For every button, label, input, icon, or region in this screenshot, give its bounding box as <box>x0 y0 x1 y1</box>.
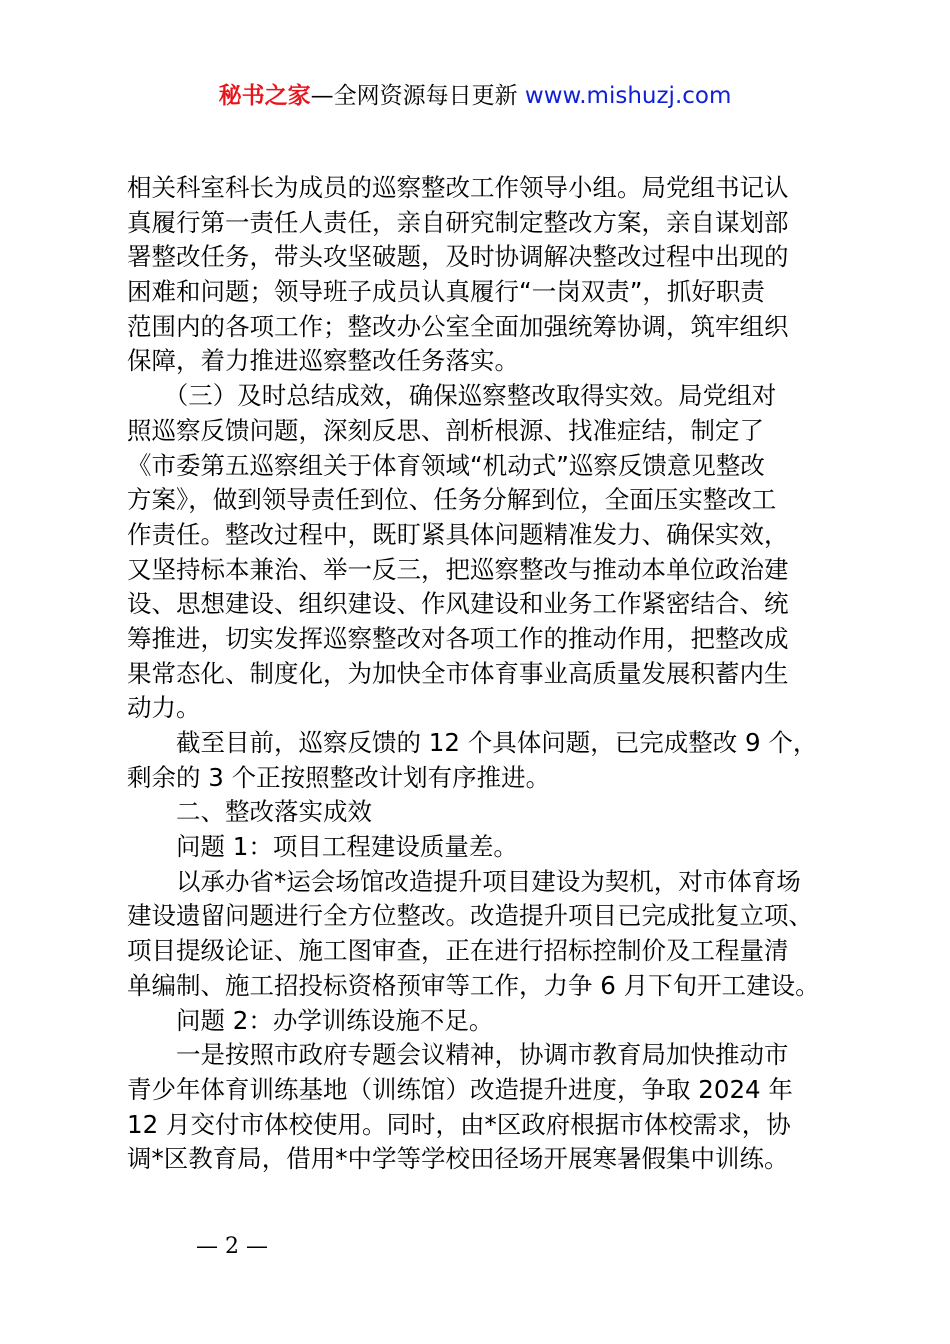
text-line: 单编制、施工招投标资格预审等工作，力争 6 月下旬开工建设。 <box>127 970 820 1000</box>
section-heading-two: 二、整改落实成效 <box>127 797 372 827</box>
text-line: 方案》，做到领导责任到位、任务分解到位，全面压实整改工 <box>127 485 777 515</box>
text-line: 真履行第一责任人责任，亲自研究制定整改方案，亲自谋划部 <box>127 207 789 237</box>
site-brand-name: 秘书之家 <box>218 83 311 109</box>
text-line: 调*区教育局，借用*中学等学校田径场开展寒暑假集中训练。 <box>127 1144 789 1174</box>
text-line: 果常态化、制度化，为加快全市体育事业高质量发展积蓄内生 <box>127 658 789 688</box>
text-line: 青少年体育训练基地（训练馆）改造提升进度，争取 2024 年 <box>127 1074 793 1104</box>
site-banner <box>0 80 950 112</box>
text-line: 以承办省*运会场馆改造提升项目建设为契机，对市体育场 <box>127 866 801 896</box>
text-line: 剩余的 3 个正按照整改计划有序推进。 <box>127 762 551 792</box>
text-line: 设、思想建设、组织建设、作风建设和业务工作紧密结合、统 <box>127 589 789 619</box>
text-line: 困难和问题；领导班子成员认真履行“一岗双责”，抓好职责 <box>127 277 765 307</box>
text-line: 作责任。整改过程中，既盯紧具体问题精准发力、确保实效， <box>127 519 789 549</box>
site-tagline: —全网资源每日更新 <box>310 83 525 109</box>
text-line: 《市委第五巡察组关于体育领域“机动式”巡察反馈意见整改 <box>127 450 765 480</box>
text-line: 范围内的各项工作；整改办公室全面加强统筹协调，筑牢组织 <box>127 311 789 341</box>
text-line: 保障，着力推进巡察整改任务落实。 <box>127 346 519 376</box>
document-body <box>127 171 839 1177</box>
issue-heading-1: 问题 1：项目工程建设质量差。 <box>127 832 518 862</box>
text-line: 署整改任务，带头攻坚破题，及时协调解决整改过程中出现的 <box>127 242 789 272</box>
text-line: 12 月交付市体校使用。同时，由*区政府根据市体校需求，协 <box>127 1109 791 1139</box>
text-line: 建设遗留问题进行全方位整改。改造提升项目已完成批复立项、 <box>127 901 813 931</box>
text-line: 又坚持标本兼治、举一反三，把巡察整改与推动本单位政治建 <box>127 554 789 584</box>
text-line: 筹推进，切实发挥巡察整改对各项工作的推动作用，把整改成 <box>127 623 789 653</box>
section-heading-three: （三）及时总结成效，确保巡察整改取得实效。局党组对 <box>127 381 777 411</box>
page-number: — 2 — <box>196 1234 268 1259</box>
text-line: 相关科室科长为成员的巡察整改工作领导小组。局党组书记认 <box>127 173 789 202</box>
progress-summary-line: 截至目前，巡察反馈的 12 个具体问题，已完成整改 9 个， <box>127 728 818 757</box>
site-url-link[interactable]: www.mishuzj.com <box>524 83 732 109</box>
issue-heading-2: 问题 2：办学训练设施不足。 <box>127 1005 494 1035</box>
text-line: 动力。 <box>127 693 201 723</box>
text-line: 照巡察反馈问题，深刻反思、剖析根源、找准症结，制定了 <box>127 415 764 445</box>
text-line: 一是按照市政府专题会议精神，协调市教育局加快推动市 <box>127 1040 789 1070</box>
text-line: 项目提级论证、施工图审查，正在进行招标控制价及工程量清 <box>127 936 789 966</box>
